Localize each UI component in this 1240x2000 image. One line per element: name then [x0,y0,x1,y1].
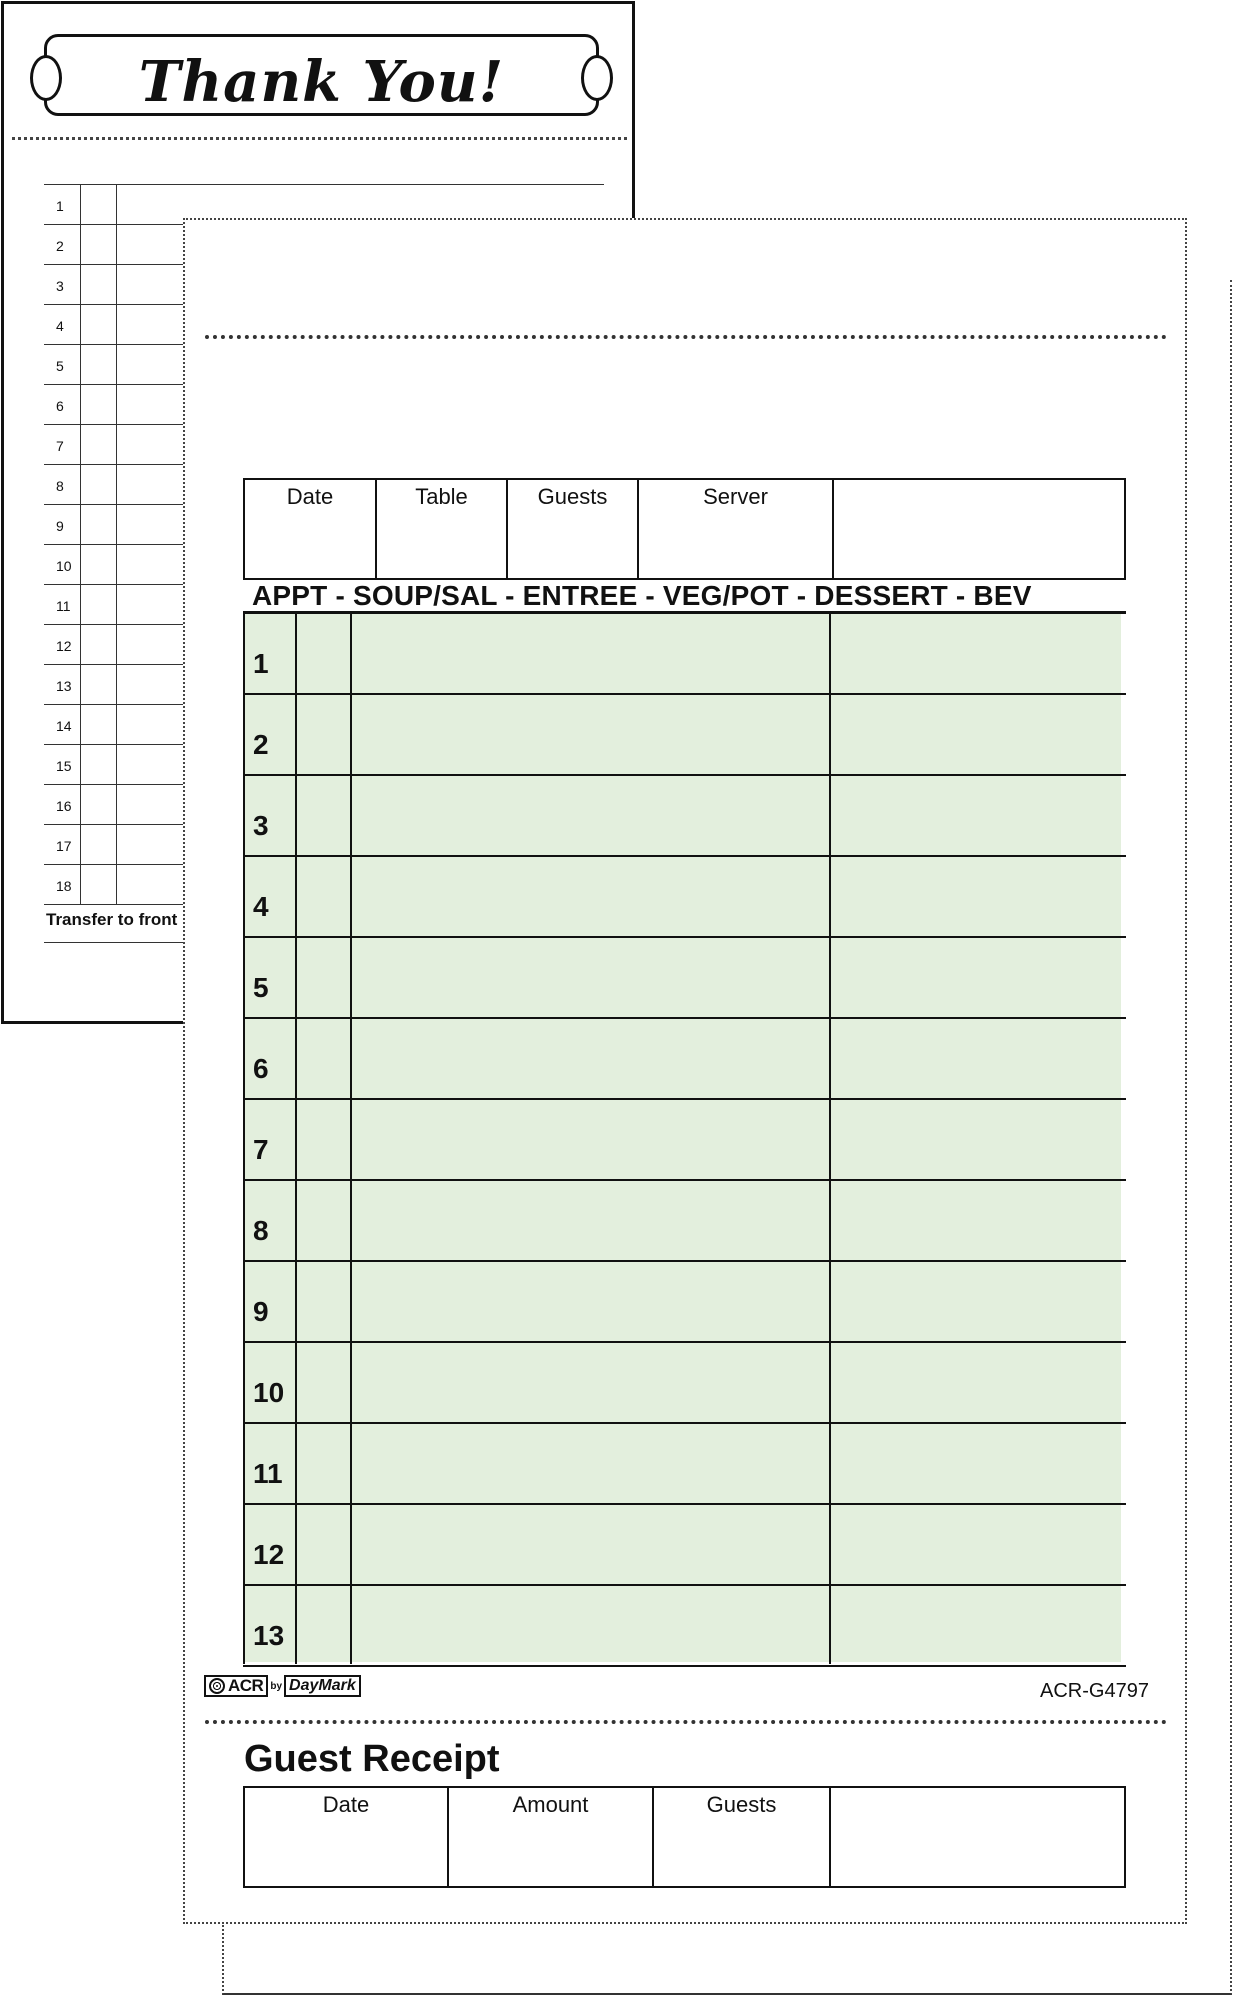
order-row-number: 4 [253,891,269,922]
order-row-number: 1 [253,648,269,679]
acr-logo-box [204,1675,268,1697]
back-row-divider [116,665,117,704]
order-row-number: 10 [253,1377,285,1408]
order-row-number: 5 [253,972,269,1003]
back-row-divider [80,745,81,784]
back-row-number: 3 [56,278,64,294]
top-perforation [205,335,1167,339]
order-row[interactable] [243,614,1126,695]
order-row-number: 12 [253,1539,285,1570]
back-row-divider [80,465,81,504]
back-row-divider [116,505,117,544]
back-row-number: 17 [56,838,72,854]
back-row-divider [116,585,117,624]
grid-item-rule [350,614,352,1664]
header-field-table[interactable]: Table [377,480,508,578]
header-field-date[interactable]: Date [245,480,377,578]
grid-qty-rule [295,614,297,1664]
header-field-server[interactable]: Server [639,480,834,578]
back-row-divider [116,825,117,864]
order-row-number: 7 [253,1134,269,1165]
back-row-number: 13 [56,678,72,694]
back-row-divider [80,865,81,904]
product-code: ACR-G4797 [1040,1680,1149,1702]
back-row-number: 8 [56,478,64,494]
back-perforation [12,137,627,140]
back-row-divider [116,625,117,664]
receipt-field-date[interactable]: Date [245,1788,449,1886]
back-row-number: 4 [56,318,64,334]
back-row-divider [116,265,117,304]
back-row-divider [80,545,81,584]
back-row-divider [80,625,81,664]
back-row-divider [116,185,117,224]
back-row-divider [116,345,117,384]
course-categories: APPT - SOUP/SAL - ENTREE - VEG/POT - DESSERT - BEV [252,580,1032,611]
back-row-divider [80,705,81,744]
receipt-field-amount[interactable]: Amount [449,1788,654,1886]
back-row-divider [116,785,117,824]
back-row-divider [80,385,81,424]
order-row[interactable] [243,776,1126,857]
order-row-number: 8 [253,1215,269,1246]
order-row-number: 11 [253,1458,283,1489]
receipt-perforation [205,1720,1167,1724]
back-row-number: 16 [56,798,72,814]
receipt-field-blank[interactable] [831,1788,1124,1886]
back-row-divider [80,665,81,704]
back-row-divider [80,265,81,304]
transfer-note: Transfer to front [46,910,178,929]
back-row-number: 1 [56,198,64,214]
grid-left-rule [243,614,245,1664]
back-row-number: 14 [56,718,72,734]
back-row-divider [80,785,81,824]
back-row-divider [116,225,117,264]
order-row[interactable] [243,1505,1126,1586]
acr-roll-icon [209,1678,225,1694]
order-row[interactable] [243,1343,1126,1424]
back-row-number: 2 [56,238,64,254]
order-row[interactable] [243,1100,1126,1181]
back-row-number: 7 [56,438,64,454]
back-row-number: 18 [56,878,72,894]
thank-you-banner [44,34,599,116]
back-row-divider [116,545,117,584]
grid-price-rule [829,614,831,1664]
back-row-number: 15 [56,758,72,774]
acr-daymark-logo [204,1673,361,1699]
back-row-number: 6 [56,398,64,414]
guest-receipt-box [243,1786,1126,1888]
order-row[interactable] [243,1181,1126,1262]
order-header-box [243,478,1126,580]
order-row-number: 6 [253,1053,269,1084]
back-row-divider [116,385,117,424]
order-row[interactable] [243,1586,1126,1667]
back-row-divider [80,345,81,384]
acr-brand: ACR [228,1676,264,1695]
order-row[interactable] [243,1424,1126,1505]
order-row[interactable] [243,857,1126,938]
daymark-brand: DayMark [284,1675,361,1697]
header-field-blank[interactable] [834,480,1124,578]
back-row-divider [116,305,117,344]
order-row-number: 9 [253,1296,269,1327]
back-row-divider [80,425,81,464]
order-row-number: 13 [253,1620,285,1651]
thank-you-title: Thank You! [138,49,505,115]
guest-receipt-title: Guest Receipt [244,1738,500,1780]
back-row-divider [116,865,117,904]
back-row-divider [116,745,117,784]
back-row-number: 5 [56,358,64,374]
order-row[interactable] [243,695,1126,776]
back-row-number: 12 [56,638,72,654]
back-row-divider [80,225,81,264]
logo-by: by [270,1680,283,1692]
back-row-divider [80,825,81,864]
order-row[interactable] [243,1262,1126,1343]
header-field-guests[interactable]: Guests [508,480,639,578]
order-row-number: 3 [253,810,269,841]
back-row-number: 10 [56,558,72,574]
back-row-divider [116,705,117,744]
receipt-field-guests[interactable]: Guests [654,1788,831,1886]
order-row-number: 2 [253,729,269,760]
back-row-divider [116,425,117,464]
back-row-divider [80,585,81,624]
back-row-divider [80,505,81,544]
order-row[interactable] [243,938,1126,1019]
back-row-number: 9 [56,518,64,534]
back-row-divider [80,185,81,224]
back-row-divider [80,305,81,344]
back-row-divider [116,465,117,504]
back-row-number: 11 [56,598,71,614]
order-row[interactable] [243,1019,1126,1100]
